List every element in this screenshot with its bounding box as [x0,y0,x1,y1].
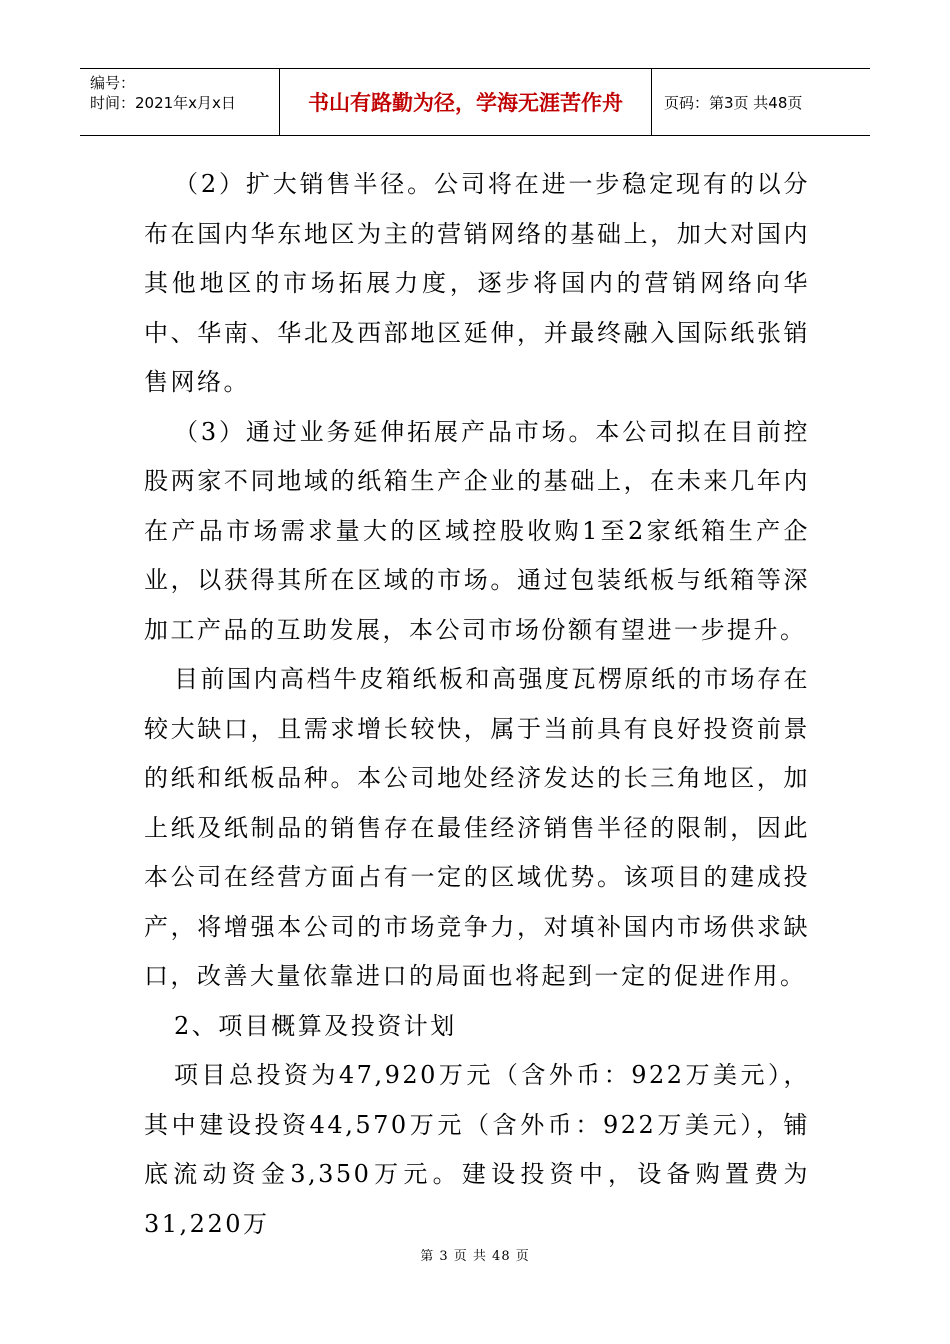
page-header [80,68,870,136]
document-date: 时间：2021年x月x日 [90,94,236,112]
paragraph-sales-radius: （2）扩大销售半径。公司将在进一步稳定现有的以分布在国内华东地区为主的营销网络的基础上，加大对国内其他地区的市场拓展力度，逐步将国内的营销网络向华中、华南、华北及西部地区延伸，并最终融入国际纸张销售网络。 [144,170,810,396]
header-meta [80,69,280,135]
paragraph-investment: 项目总投资为47,920万元（含外币：922万美元），其中建设投资44,570万元（含外币：922万美元），铺底流动资金3,350万元。建设投资中，设备购置费为31,220万 [144,1061,810,1238]
document-number-label: 编号： [90,74,136,92]
document-body [144,160,810,1249]
paragraph-market-gap: 目前国内高档牛皮箱纸板和高强度瓦楞原纸的市场存在较大缺口，且需求增长较快，属于当前具有良好投资前景的纸和纸板品种。本公司地处经济发达的长三角地区，加上纸及纸制品的销售存在最佳经济销售半径的限制，因此本公司在经营方面占有一定的区域优势。该项目的建成投产，将增强本公司的市场竞争力，对填补国内市场供求缺口，改善大量依靠进口的局面也将起到一定的促进作用。 [144,665,810,990]
section-heading-investment: 2、项目概算及投资计划 [174,1011,457,1040]
header-page-info: 页码：第3页 共48页 [664,93,803,112]
header-motto: 书山有路勤为径，学海无涯苦作舟 [280,69,652,135]
page-footer: 第 3 页 共 48 页 [420,1249,530,1264]
paragraph-business-extension: （3）通过业务延伸拓展产品市场。本公司拟在目前控股两家不同地域的纸箱生产企业的基础上，在未来几年内在产品市场需求量大的区域控股收购1至2家纸箱生产企业，以获得其所在区域的市场。通过包装纸板与纸箱等深加工产品的互助发展，本公司市场份额有望进一步提升。 [144,417,810,644]
